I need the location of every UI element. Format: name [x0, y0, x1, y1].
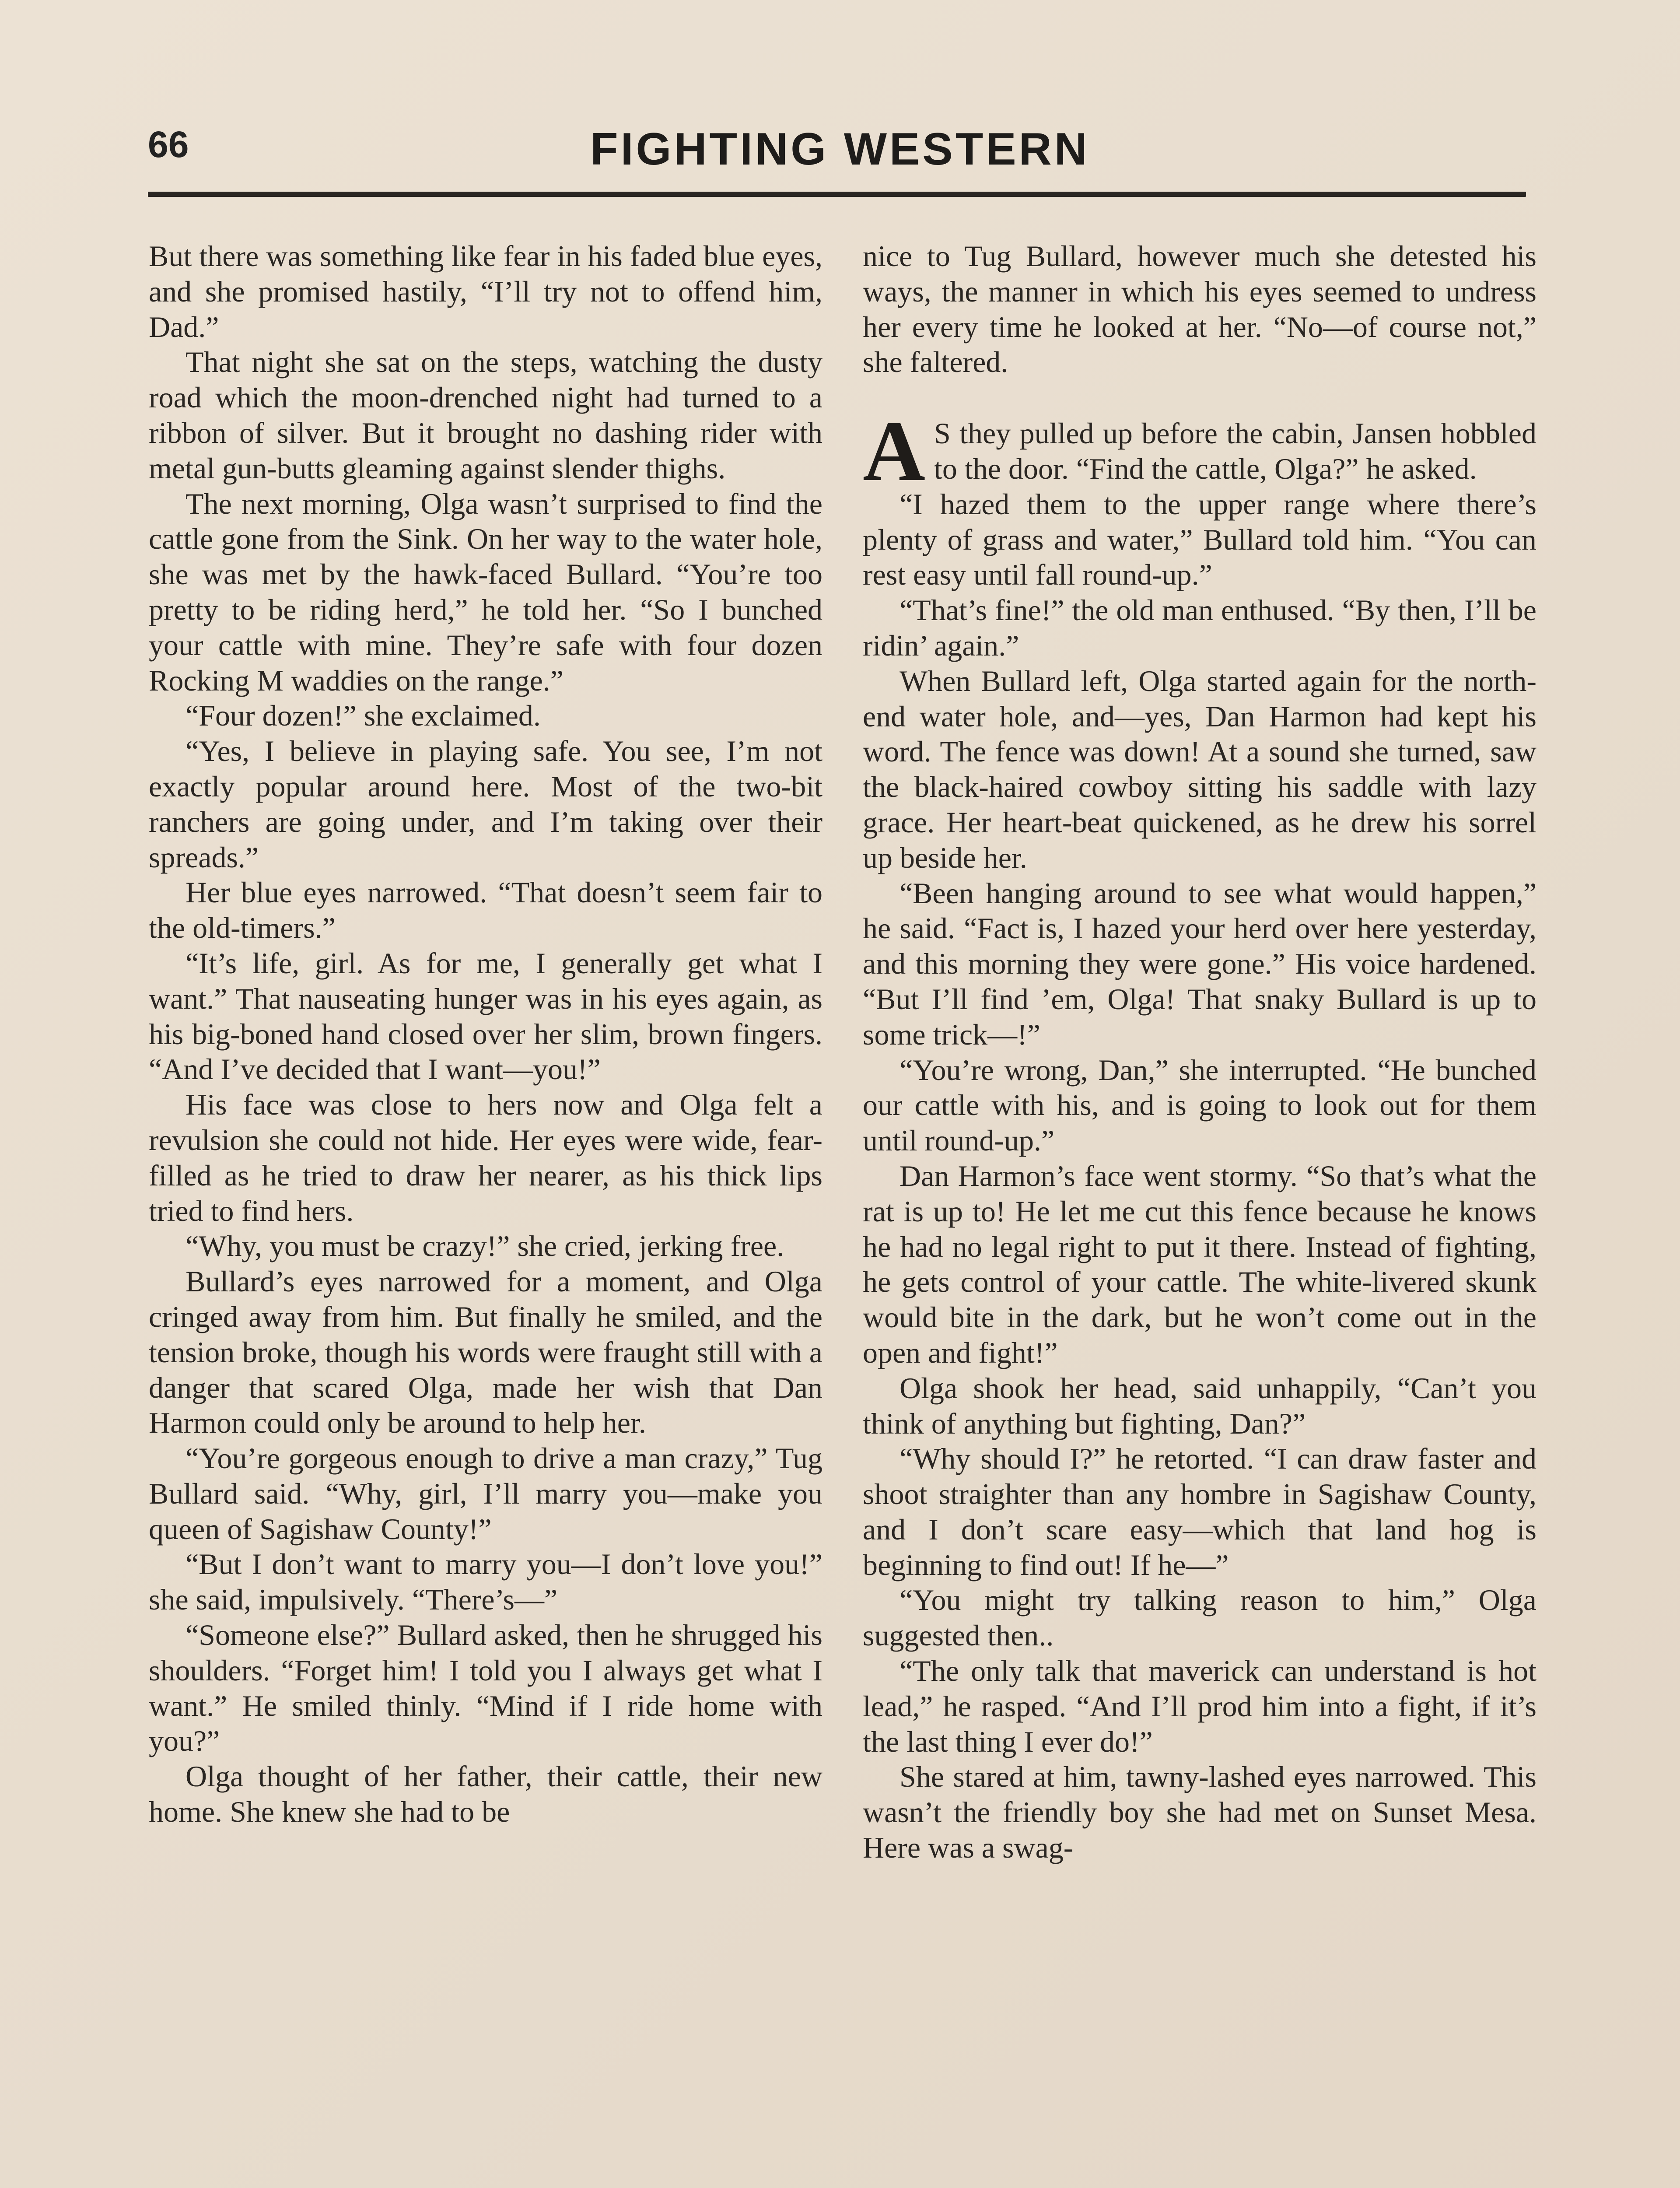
- paragraph: That night she sat on the steps, watching the dusty road which the moon-drenched night had turned to a ribbon of silver. But it brought no dashing rider with metal gun-butts gleaming against slender thighs.: [149, 345, 822, 485]
- paragraph: His face was close to hers now and Olga felt a revulsion she could not hide. Her eyes were wide, fear-filled as he tried to draw her nearer, as his thick lips tried to find hers.: [149, 1088, 822, 1227]
- paragraph: “That’s fine!” the old man enthused. “By then, I’ll be ridin’ again.”: [863, 593, 1536, 662]
- paragraph: “Why, you must be crazy!” she cried, jerking free.: [186, 1229, 784, 1263]
- paragraph: “The only talk that maverick can understand is hot lead,” he rasped. “And I’ll prod him into a fight, if it’s the last thing I ever do!”: [863, 1654, 1536, 1758]
- right-column: [863, 238, 1536, 1865]
- paragraph: “Why should I?” he retorted. “I can draw faster and shoot straighter than any hombre in Sagishaw County, and I don’t scare easy—which that land hog is beginning to find out! If he—”: [863, 1442, 1536, 1581]
- paragraph: “It’s life, girl. As for me, I generally get what I want.” That nauseating hunger was in his eyes again, as his big-boned hand closed over her slim, brown fingers. “And I’ve decided that I want—you!”: [149, 946, 822, 1086]
- header-rule: [148, 192, 1526, 197]
- paragraph: Olga thought of her father, their cattle, their new home. She knew she had to be: [149, 1760, 822, 1829]
- paragraph: But there was something like fear in his faded blue eyes, and she promised hastily, “I’ll try not to offend him, Dad.”: [149, 239, 822, 344]
- paragraph: “Someone else?” Bullard asked, then he shrugged his shoulders. “Forget him! I told you I always get what I want.” He smiled thinly. “Mind if I ride home with you?”: [149, 1618, 822, 1758]
- paragraph: “I hazed them to the upper range where there’s plenty of grass and water,” Bullard told him. “You can rest easy until fall round-up.”: [863, 487, 1536, 592]
- drop-cap: A: [863, 403, 925, 499]
- paragraph: The next morning, Olga wasn’t surprised to find the cattle gone from the Sink. On her way to the water hole, she was met by the hawk-faced Bullard. “You’re too pretty to be riding herd,” he told her. “So I bunched your cattle with mine. They’re safe with four dozen Rocking M waddies on the range.”: [149, 487, 822, 697]
- paragraph: Dan Harmon’s face went stormy. “So that’s what the rat is up to! He let me cut this fence because he knows he had no legal right to put it there. Instead of fighting, he gets control of your cattle. The white-livered skunk would bite in the dark, but he won’t come out in the open and fight!”: [863, 1159, 1536, 1369]
- paragraph: “Yes, I believe in playing safe. You see, I’m not exactly popular around here. Most of the two-bit ranchers are going under, and I’m taking over their spreads.”: [149, 734, 822, 874]
- paragraph: “Four dozen!” she exclaimed.: [186, 699, 541, 733]
- paragraph: Olga shook her head, said unhappily, “Can’t you think of anything but fighting, Dan?”: [863, 1371, 1536, 1440]
- continuation-paragraph: nice to Tug Bullard, however much she detested his ways, the manner in which his eyes seemed to undress her every time he looked at her. “No—of course not,” she faltered.: [863, 239, 1536, 379]
- section-opening-paragraph: [863, 403, 1536, 499]
- page-number: 66: [148, 124, 189, 165]
- paragraph: “You’re gorgeous enough to drive a man crazy,” Tug Bullard said. “Why, girl, I’ll marry you—make you queen of Sagishaw County!”: [149, 1441, 822, 1546]
- paragraph: “But I don’t want to marry you—I don’t love you!” she said, impulsively. “There’s—”: [149, 1547, 822, 1616]
- paragraph: Bullard’s eyes narrowed for a moment, and Olga cringed away from him. But finally he smiled, and the tension broke, though his words were fraught still with a danger that scared Olga, made her wish that Dan Harmon could only be around to help her.: [149, 1265, 822, 1440]
- paragraph: “You might try talking reason to him,” Olga suggested then..: [863, 1583, 1536, 1652]
- paragraph: She stared at him, tawny-lashed eyes narrowed. This wasn’t the friendly boy she had met on Sunset Mesa. Here was a swag-: [863, 1760, 1536, 1865]
- section-opening-text: S they pulled up before the cabin, Jansen hobbled to the door. “Find the cattle, Olga?” he asked.: [934, 417, 1536, 485]
- paragraph: Her blue eyes narrowed. “That doesn’t seem fair to the old-timers.”: [149, 876, 822, 945]
- paragraph: “Been hanging around to see what would happen,” he said. “Fact is, I hazed your herd over here yesterday, and this morning they were gone.” His voice hardened. “But I’ll find ’em, Olga! That snaky Bullard is up to some trick—!”: [863, 876, 1536, 1051]
- left-column: [149, 238, 822, 1830]
- paragraph: “You’re wrong, Dan,” she interrupted. “He bunched our cattle with his, and is going to look out for them until round-up.”: [863, 1053, 1536, 1157]
- running-head-title: FIGHTING WESTERN: [590, 124, 1090, 175]
- paragraph: When Bullard left, Olga started again for the north-end water hole, and—yes, Dan Harmon had kept his word. The fence was down! At a sound she turned, saw the black-haired cowboy sitting his saddle with lazy grace. Her heart-beat quickened, as he drew his sorrel up beside her.: [863, 664, 1536, 874]
